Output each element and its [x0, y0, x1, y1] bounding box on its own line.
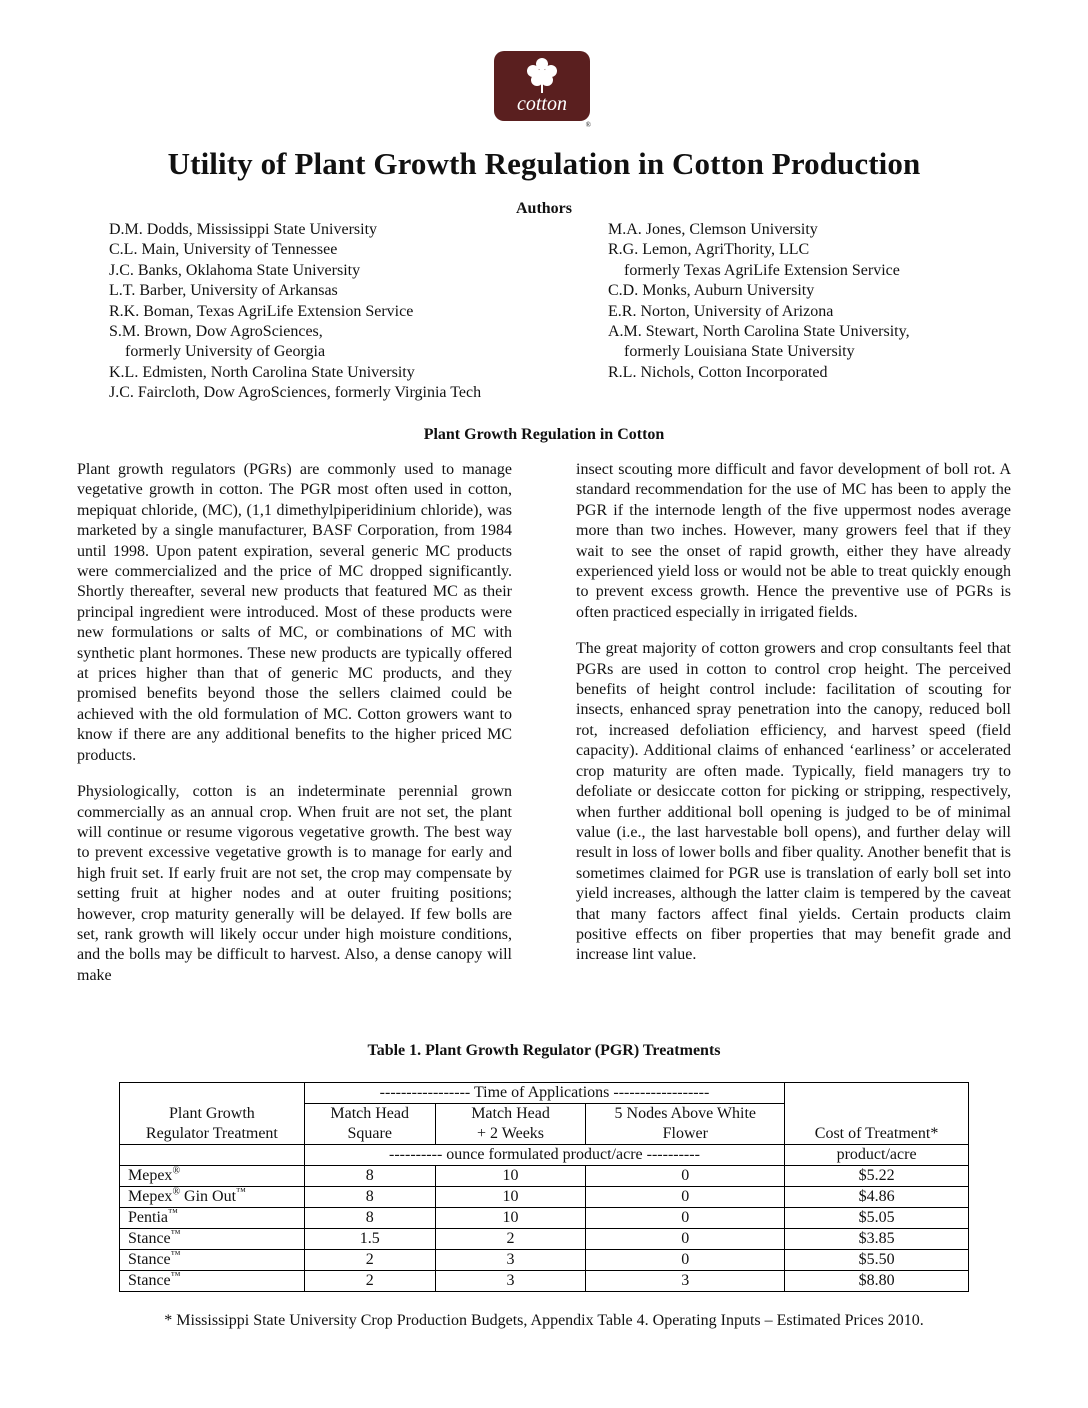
treatment-name-cell: Stance™ [120, 1250, 305, 1271]
table-row [120, 1271, 969, 1292]
document-title: Utility of Plant Growth Regulation in Cotton Production [167, 146, 921, 181]
table-footnote: * Mississippi State University Crop Production Budgets, Appendix Table 4. Operating Inputs – Estimated Prices 2010. [164, 1312, 924, 1329]
units-cell [120, 1145, 305, 1166]
paragraph: insect scouting more difficult and favor development of boll rot. A standard recommendation for the use of MC has been to apply the PGR if the internode length of the five uppermost nodes average more than two inches. However, many growers feel that if they wait to see the onset of rapid growth, either they have already experienced yield loss or would not be able to treat quickly enough to prevent excess growth. Hence the preventive use of PGRs is often practiced especially in irrigated fields. [576, 461, 1011, 621]
match-head-square-cell: 8 [304, 1208, 435, 1229]
logo-registered-mark: ® [585, 121, 591, 128]
table-row [120, 1187, 969, 1208]
author-line: E.R. Norton, University of Arizona [608, 302, 834, 320]
cotton-logo [493, 50, 595, 128]
time-of-applications-header: ----------------- Time of Applications ------------------ [304, 1083, 784, 1104]
table-row [120, 1166, 969, 1187]
header-cost: Cost of Treatment* [785, 1104, 969, 1145]
match-head-2-weeks-cell: 3 [435, 1250, 586, 1271]
author-line: formerly Texas AgriLife Extension Service [624, 261, 900, 279]
table-header-row [120, 1083, 969, 1104]
body-column-left [77, 460, 512, 1002]
author-line: formerly Louisiana State University [624, 343, 855, 361]
match-head-2-weeks-cell: 10 [435, 1208, 586, 1229]
nodes-above-white-flower-cell: 0 [586, 1250, 785, 1271]
authors-list-left [109, 220, 481, 404]
author-line: D.M. Dodds, Mississippi State University [109, 221, 378, 238]
nodes-above-white-flower-cell: 3 [586, 1271, 785, 1292]
treatment-name-cell: Stance™ [120, 1271, 305, 1292]
table-header-row [120, 1104, 969, 1145]
cost-cell: $3.85 [785, 1229, 969, 1250]
match-head-2-weeks-cell: 2 [435, 1229, 586, 1250]
header-match-head-square: Match Head Square [304, 1104, 435, 1145]
body-column-right [576, 460, 1011, 982]
author-line: A.M. Stewart, North Carolina State University, [608, 323, 910, 341]
cost-cell: $5.05 [785, 1208, 969, 1229]
match-head-square-cell: 8 [304, 1166, 435, 1187]
treatment-name-cell: Pentia™ [120, 1208, 305, 1229]
cost-cell: $8.80 [785, 1271, 969, 1292]
match-head-square-cell: 8 [304, 1187, 435, 1208]
header-treatment: Plant Growth Regulator Treatment [120, 1104, 305, 1145]
cost-cell: $5.22 [785, 1166, 969, 1187]
table-row [120, 1208, 969, 1229]
match-head-square-cell: 1.5 [304, 1229, 435, 1250]
author-line: J.C. Banks, Oklahoma State University [109, 261, 361, 279]
match-head-square-cell: 2 [304, 1271, 435, 1292]
author-line: S.M. Brown, Dow AgroSciences, [109, 323, 323, 341]
nodes-above-white-flower-cell: 0 [586, 1208, 785, 1229]
header-nodes-above-white-flower: 5 Nodes Above White Flower [586, 1104, 785, 1145]
cost-cell: $5.50 [785, 1250, 969, 1271]
match-head-2-weeks-cell: 10 [435, 1166, 586, 1187]
author-line: R.G. Lemon, AgriThority, LLC [608, 241, 810, 259]
author-line: C.D. Monks, Auburn University [608, 282, 815, 300]
table-units-row [120, 1145, 969, 1166]
treatment-name-cell: Mepex® Gin Out™ [120, 1187, 305, 1208]
nodes-above-white-flower-cell: 0 [586, 1166, 785, 1187]
cost-units-label: product/acre [785, 1145, 969, 1166]
author-line: R.L. Nichols, Cotton Incorporated [608, 363, 828, 381]
author-line: J.C. Faircloth, Dow AgroSciences, formerly Virginia Tech [109, 384, 482, 402]
match-head-2-weeks-cell: 3 [435, 1271, 586, 1292]
table-row [120, 1229, 969, 1250]
match-head-2-weeks-cell: 10 [435, 1187, 586, 1208]
author-line: C.L. Main, University of Tennessee [109, 241, 338, 259]
authors-heading: Authors [515, 200, 572, 217]
authors-list-right [608, 220, 910, 383]
author-line: formerly University of Georgia [125, 343, 326, 361]
author-line: L.T. Barber, University of Arkansas [109, 282, 338, 300]
author-line: R.K. Boman, Texas AgriLife Extension Service [109, 302, 414, 320]
pgr-treatments-table [119, 1082, 969, 1292]
section-heading: Plant Growth Regulation in Cotton [423, 426, 665, 443]
units-label: ---------- ounce formulated product/acre ---------- [304, 1145, 784, 1166]
table-caption: Table 1. Plant Growth Regulator (PGR) Treatments [367, 1042, 721, 1059]
logo-wordmark: cotton [517, 93, 567, 115]
treatment-name-cell: Mepex® [120, 1166, 305, 1187]
nodes-above-white-flower-cell: 0 [586, 1187, 785, 1208]
paragraph: Physiologically, cotton is an indeterminate perennial grown commercially as an annual crop. When fruit are not set, the plant will continue or resume vigorous vegetative growth. The best way to prevent excessive vegetative growth is to manage for early and high fruit set. If early fruit are not set, the crop may compensate by setting fruit at higher nodes and at outer fruiting positions; however, crop maturity generally will be delayed. If few bolls are set, rank growth will likely occur under high moisture conditions, and the bolls may be difficult to harvest. Also, a dense canopy will make [77, 783, 512, 984]
match-head-square-cell: 2 [304, 1250, 435, 1271]
nodes-above-white-flower-cell: 0 [586, 1229, 785, 1250]
header-match-head-2-weeks: Match Head + 2 Weeks [435, 1104, 586, 1145]
treatment-name-cell: Stance™ [120, 1229, 305, 1250]
paragraph: The great majority of cotton growers and crop consultants feel that PGRs are used in cotton to control crop height. The perceived benefits of height control include: facilitation of scouting for insects, enhanced spray penetration into the canopy, reduced boll rot, increased defoliation efficiency, and harvest speed (field capacity). Additional claims of enhanced ‘earliness’ or accelerated crop maturity are often made. Typically, field managers try to defoliate or desiccate cotton for picking or stripping, respectively, when further additional boll opening is judged to be of minimal value (i.e., the last harvestable boll opens), and further delay will result in loss of lower bolls and fiber quality. Another benefit that is sometimes claimed for PGR use is translation of early boll set into yield increases, although the latter claim is tempered by the caveat that many factors affect final yields. Certain products claim positive effects on fiber properties that may benefit grade and increase lint value. [576, 640, 1011, 964]
author-line: K.L. Edmisten, North Carolina State University [109, 363, 415, 381]
header-cell [785, 1083, 969, 1104]
author-line: M.A. Jones, Clemson University [608, 221, 818, 238]
cost-cell: $4.86 [785, 1187, 969, 1208]
header-cell [120, 1083, 305, 1104]
table-row [120, 1250, 969, 1271]
paragraph: Plant growth regulators (PGRs) are commonly used to manage vegetative growth in cotton. The PGR most often used in cotton, mepiquat chloride, (MC), (1,1 dimethylpiperidinium chloride), was marketed by a single manufacturer, BASF Corporation, from 1984 until 1998. Upon patent expiration, several generic MC products were commercialized and the price of MC dropped significantly. Shortly thereafter, several new products that featured MC as their principal ingredient were introduced. Most of these products were new formulations or salts of MC, or combinations of MC with synthetic plant hormones. These new products are typically offered at prices higher than that of generic MC products, and they promised benefits beyond those the sellers claimed could be achieved with the old formulation of MC. Cotton growers want to know if there are any additional benefits to the higher priced MC products. [77, 461, 512, 764]
